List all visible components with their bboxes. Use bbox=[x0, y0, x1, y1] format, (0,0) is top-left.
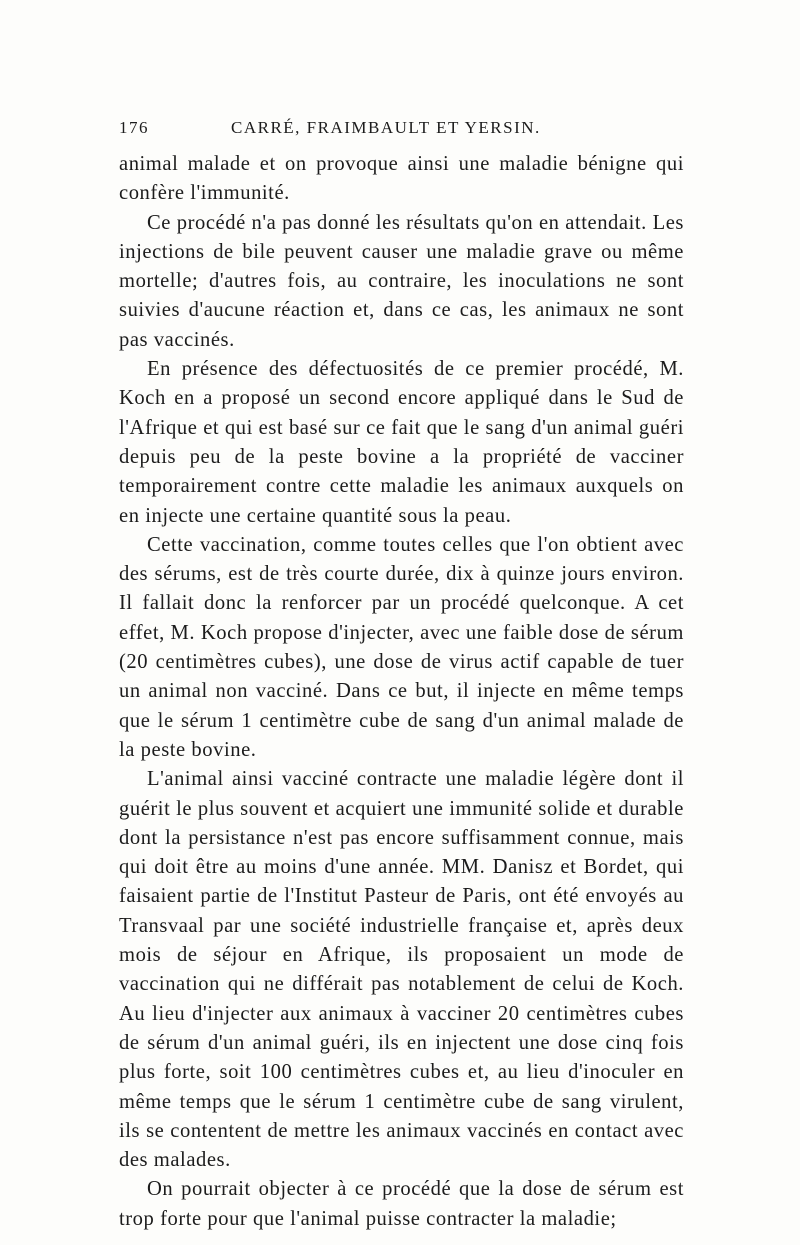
paragraph: Ce procédé n'a pas donné les résultats qu'on en attendait. Les injections de bile peuvent causer une maladie grave ou même mortelle; d'autres fois, au contraire, les inoculations ne sont suivies d'aucune réaction et, dans ce cas, les animaux ne sont pas vaccinés. bbox=[119, 211, 684, 351]
paragraph: animal malade et on provoque ainsi une maladie bénigne qui confère l'immunité. bbox=[119, 153, 684, 205]
paragraph: L'animal ainsi vacciné contracte une maladie légère dont il guérit le plus souvent et acquiert une immunité solide et durable dont la persistance n'est pas encore suffisamment connue, mais qui doit être au moins d'une année. MM. Danisz et Bordet, qui faisaient partie de l'Institut Pasteur de Paris, ont été envoyés au Transvaal par une société industrielle française et, après deux mois de séjour en Afrique, ils proposaient un mode de vaccination qui ne différait pas notablement de celui de Koch. Au lieu d'injecter aux animaux à vacciner 20 centimètres cubes de sérum d'un animal guéri, ils en injectent une dose cinq fois plus forte, soit 100 centimètres cubes et, au lieu d'inoculer en même temps que le sérum 1 centimètre cube de sang virulent, ils se contentent de mettre les animaux vaccinés en contact avec des malades. bbox=[119, 768, 684, 1172]
paragraph: Cette vaccination, comme toutes celles que l'on obtient avec des sérums, est de très courte durée, dix à quinze jours environ. Il fallait donc la renforcer par un procédé quelconque. A cet effet, M. Koch propose d'injecter, avec une faible dose de sérum (20 centimètres cubes), une dose de virus actif capable de tuer un animal non vacciné. Dans ce but, il injecte en même temps que le sérum 1 centimètre cube de sang d'un animal malade de la peste bovine. bbox=[119, 533, 684, 761]
page-header bbox=[119, 118, 684, 142]
running-head: CARRÉ, FRAIMBAULT ET YERSIN. bbox=[231, 118, 541, 137]
paragraph: En présence des défectuosités de ce premier procédé, M. Koch en a proposé un second encore appliqué dans le Sud de l'Afrique et qui est basé sur ce fait que le sang d'un animal guéri depuis peu de la peste bovine a la propriété de vacciner temporairement contre cette maladie les animaux auxquels on en injecte une certaine quantité sous la peau. bbox=[119, 358, 684, 527]
body-text bbox=[119, 150, 684, 1234]
page bbox=[119, 118, 684, 1234]
paragraph: On pourrait objecter à ce procédé que la dose de sérum est trop forte pour que l'animal puisse contracter la maladie; bbox=[119, 1178, 684, 1230]
page-number: 176 bbox=[119, 118, 149, 137]
